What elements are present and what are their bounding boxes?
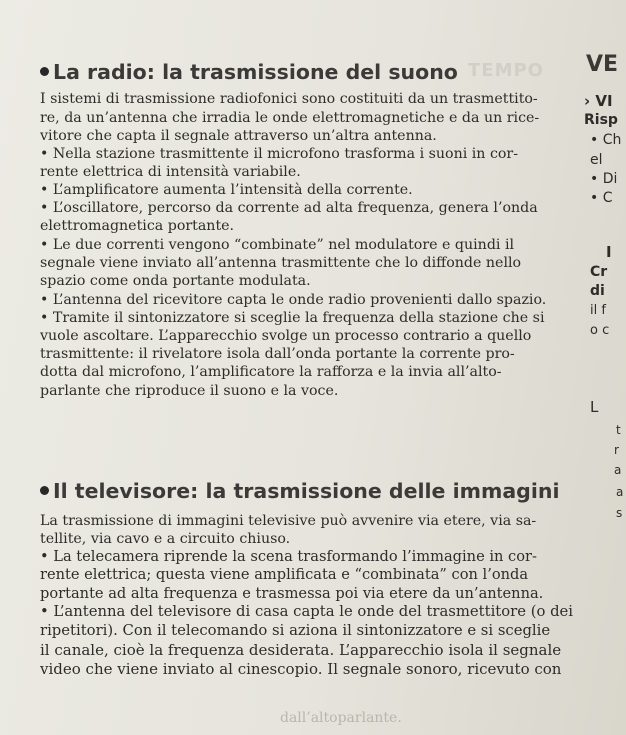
text-line: • L’oscillatore, percorso da corrente ad alta frequenza, genera l’onda [40, 200, 538, 216]
right-column-fragment: • Ch [590, 132, 622, 148]
right-column-fragment: I [606, 243, 612, 261]
bullet-icon [40, 67, 49, 76]
text-line: vitore che capta il segnale attraverso un’altra antenna. [40, 128, 437, 144]
text-line: segnale viene inviato all’antenna trasmittente che lo diffonde nello [40, 255, 522, 271]
right-column-fragment: s [616, 506, 623, 520]
text-line: parlante che riproduce il suono e la voce. [40, 383, 339, 399]
text-line: spazio come onda portante modulata. [40, 273, 311, 289]
text-line: il canale, cioè la frequenza desiderata. L’apparecchio isola il segnale [40, 641, 562, 659]
text-line: • Tramite il sintonizzatore si sceglie la frequenza della stazione che si [40, 310, 545, 326]
text-line: rente elettrica di intensità variabile. [40, 164, 301, 180]
text-line: • L’antenna del televisore di casa capta le onde del trasmettitore (o dei [40, 603, 574, 620]
text-line: vuole ascoltare. L’apparecchio svolge un processo contrario a quello [40, 328, 532, 344]
right-column-fragment: il f [590, 303, 606, 318]
section-heading-radio [40, 60, 458, 84]
text-line: rente elettrica; questa viene amplificata e “combinata” con l’onda [40, 566, 529, 583]
section-title: La radio: la trasmissione del suono [53, 60, 458, 84]
right-column-fragment: r [614, 443, 619, 457]
right-column-header: VE [586, 52, 619, 77]
text-line: portante ad alta frequenza e trasmessa poi via etere da un’antenna. [40, 585, 544, 602]
right-column-fragment: a [616, 485, 624, 499]
right-column-fragment: Risp [584, 112, 618, 128]
section-heading-tv [40, 479, 560, 503]
text-line: • Le due correnti vengono “combinate” nel modulatore e quindi il [40, 237, 515, 253]
text-line: trasmittente: il rivelatore isola dall’onda portante la corrente pro- [40, 346, 515, 362]
text-line: La trasmissione di immagini televisive può avvenire via etere, via sa- [40, 513, 537, 529]
right-column-fragment: a [614, 463, 622, 477]
text-line: • Nella stazione trasmittente il microfono trasforma i suoni in cor- [40, 146, 519, 162]
text-line: ripetitori). Con il telecomando si aziona il sintonizzatore e si sceglie [40, 622, 551, 639]
right-column-fragment: • Di [590, 171, 618, 187]
text-line: dotta dal microfono, l’amplificatore la rafforza e la invia all’alto- [40, 364, 502, 380]
right-column-fragment: di [590, 283, 605, 299]
right-column-fragment: • C [590, 190, 613, 206]
right-column-fragment: t [616, 423, 621, 437]
right-column-fragment: L [590, 398, 599, 416]
right-column-fragment: › VI [584, 92, 613, 110]
text-line: dall’altoparlante. [280, 710, 402, 726]
section-title: Il televisore: la trasmissione delle immagini [53, 479, 560, 503]
text-line: re, da un’antenna che irradia le onde elettromagnetiche e da un rice- [40, 110, 540, 126]
text-line: video che viene inviato al cinescopio. Il segnale sonoro, ricevuto con [40, 660, 562, 678]
text-line: I sistemi di trasmissione radiofonici sono costituiti da un trasmettito- [40, 91, 538, 107]
faded-watermark: TEMPO [468, 60, 544, 81]
right-column-fragment: o c [590, 323, 610, 338]
right-column-fragment: Cr [590, 264, 608, 280]
bullet-icon [40, 486, 49, 495]
text-line: elettromagnetica portante. [40, 218, 235, 234]
text-line: • La telecamera riprende la scena trasformando l’immagine in cor- [40, 548, 537, 565]
text-line: • L’antenna del ricevitore capta le onde radio provenienti dallo spazio. [40, 292, 547, 308]
right-column-fragment: el [590, 152, 603, 168]
text-line: tellite, via cavo e a circuito chiuso. [40, 531, 291, 547]
text-line: • L’amplificatore aumenta l’intensità della corrente. [40, 182, 413, 198]
